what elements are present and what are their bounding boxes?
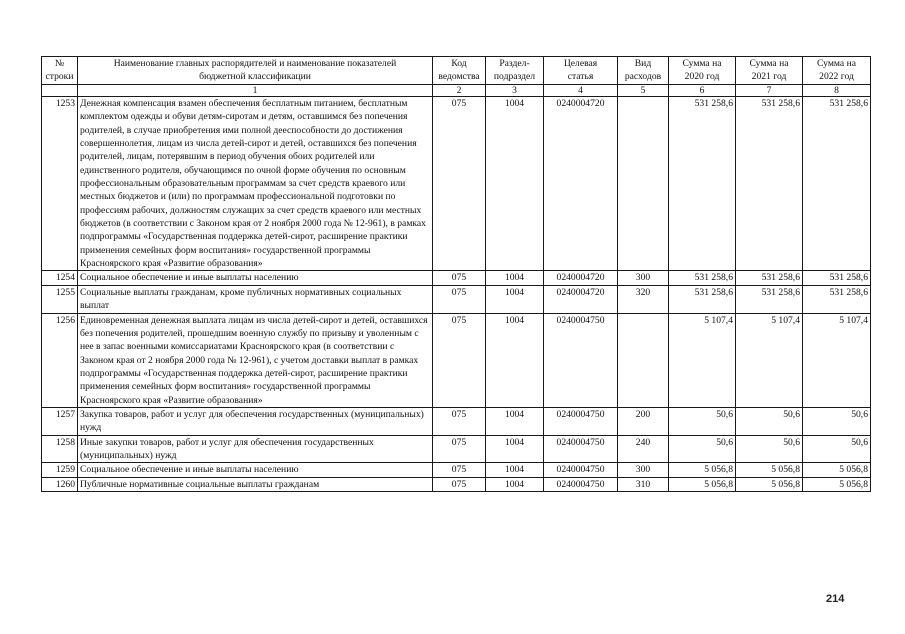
row-section: 1004 bbox=[486, 477, 544, 491]
row-dept-code: 075 bbox=[433, 271, 486, 285]
header-sum-2020: Сумма на 2020 год bbox=[669, 57, 736, 85]
table-header-row bbox=[42, 57, 871, 85]
row-dept-code: 075 bbox=[433, 285, 486, 313]
row-dept-code: 075 bbox=[433, 97, 486, 271]
header-row-number: № строки bbox=[42, 57, 78, 85]
column-number: 1 bbox=[78, 85, 433, 97]
page-number: 214 bbox=[826, 593, 845, 605]
column-number: 4 bbox=[544, 85, 618, 97]
row-sum-2021: 531 258,6 bbox=[736, 271, 803, 285]
row-number: 1254 bbox=[42, 271, 78, 285]
row-sum-2022: 531 258,6 bbox=[803, 285, 871, 313]
row-sum-2022: 5 056,8 bbox=[803, 463, 871, 477]
header-dept-code: Код ведомства bbox=[433, 57, 486, 85]
row-sum-2020: 5 056,8 bbox=[669, 477, 736, 491]
table-row bbox=[42, 407, 871, 435]
row-target-article: 0240004750 bbox=[544, 407, 618, 435]
row-sum-2022: 531 258,6 bbox=[803, 271, 871, 285]
row-sum-2021: 531 258,6 bbox=[736, 97, 803, 271]
row-dept-code: 075 bbox=[433, 407, 486, 435]
row-target-article: 0240004750 bbox=[544, 313, 618, 407]
row-number: 1253 bbox=[42, 97, 78, 271]
column-number bbox=[42, 85, 78, 97]
column-number: 6 bbox=[669, 85, 736, 97]
row-expense-type: 310 bbox=[618, 477, 669, 491]
table-row bbox=[42, 271, 871, 285]
row-section: 1004 bbox=[486, 313, 544, 407]
table-row bbox=[42, 313, 871, 407]
table-row bbox=[42, 435, 871, 463]
row-expense-type bbox=[618, 97, 669, 271]
row-name: Иные закупки товаров, работ и услуг для обеспечения государственных (муниципальных) нужд bbox=[78, 435, 433, 463]
row-number: 1255 bbox=[42, 285, 78, 313]
row-sum-2020: 50,6 bbox=[669, 435, 736, 463]
row-expense-type: 240 bbox=[618, 435, 669, 463]
header-sum-2022: Сумма на 2022 год bbox=[803, 57, 871, 85]
row-sum-2020: 50,6 bbox=[669, 407, 736, 435]
column-number-row bbox=[42, 85, 871, 97]
header-name: Наименование главных распорядителей и наименование показателей бюджетной классификации bbox=[78, 57, 433, 85]
row-name: Публичные нормативные социальные выплаты гражданам bbox=[78, 477, 433, 491]
row-sum-2022: 5 107,4 bbox=[803, 313, 871, 407]
row-name: Социальные выплаты гражданам, кроме публичных нормативных социальных выплат bbox=[78, 285, 433, 313]
row-target-article: 0240004750 bbox=[544, 477, 618, 491]
column-number: 5 bbox=[618, 85, 669, 97]
header-section: Раздел- подраздел bbox=[486, 57, 544, 85]
row-sum-2021: 5 107,4 bbox=[736, 313, 803, 407]
row-sum-2022: 50,6 bbox=[803, 435, 871, 463]
row-target-article: 0240004750 bbox=[544, 463, 618, 477]
row-target-article: 0240004750 bbox=[544, 435, 618, 463]
row-sum-2021: 5 056,8 bbox=[736, 477, 803, 491]
row-sum-2020: 5 056,8 bbox=[669, 463, 736, 477]
row-name: Единовременная денежная выплата лицам из числа детей-сирот и детей, оставшихся без попечения родителей, прошедшим военную службу по призыву и уволенным с нее в запас военными комиссариатами Красноярского края (в соответствии с Законом края от 2 ноября 2000 года № 12-961), с учетом доставки выплат в рамках подпрограммы «Государственная поддержка детей-сирот, расширение практики применения семейных форм воспитания» государственной программы Красноярского края «Развитие образования» bbox=[78, 313, 433, 407]
row-number: 1258 bbox=[42, 435, 78, 463]
row-dept-code: 075 bbox=[433, 313, 486, 407]
table-row bbox=[42, 285, 871, 313]
row-expense-type bbox=[618, 313, 669, 407]
row-section: 1004 bbox=[486, 407, 544, 435]
row-expense-type: 200 bbox=[618, 407, 669, 435]
row-sum-2021: 5 056,8 bbox=[736, 463, 803, 477]
header-expense-type: Вид расходов bbox=[618, 57, 669, 85]
column-number: 8 bbox=[803, 85, 871, 97]
row-dept-code: 075 bbox=[433, 435, 486, 463]
row-name: Социальное обеспечение и иные выплаты населению bbox=[78, 271, 433, 285]
row-target-article: 0240004720 bbox=[544, 97, 618, 271]
row-name: Денежная компенсация взамен обеспечения бесплатным питанием, бесплатным комплектом одежды и обуви детям-сиротам и детям, оставшимся без попечения родителей, в случае приобретения ими полной дееспособности до достижения совершеннолетия, лицам из числа детей-сирот и детей, оставшихся без попечения родителей, лицам, потерявшим в период обучения обоих родителей или единственного родителя, обучающимся по очной форме обучения по основным профессиональным образовательным программам за счет средств краевого или местных бюджетов и (или) по программам профессиональной подготовки по профессиям рабочих, должностям служащих за счет средств краевого или местных бюджетов (в соответствии с Законом края от 2 ноября 2000 года № 12-961), в рамках подпрограммы «Государственная поддержка детей-сирот, расширение практики применения семейных форм воспитания» государственной программы Красноярского края «Развитие образования» bbox=[78, 97, 433, 271]
budget-table bbox=[41, 56, 871, 492]
row-number: 1257 bbox=[42, 407, 78, 435]
row-number: 1256 bbox=[42, 313, 78, 407]
row-sum-2020: 531 258,6 bbox=[669, 271, 736, 285]
column-number: 3 bbox=[486, 85, 544, 97]
row-dept-code: 075 bbox=[433, 463, 486, 477]
row-sum-2020: 531 258,6 bbox=[669, 97, 736, 271]
row-expense-type: 300 bbox=[618, 271, 669, 285]
row-number: 1260 bbox=[42, 477, 78, 491]
row-sum-2020: 531 258,6 bbox=[669, 285, 736, 313]
row-name: Закупка товаров, работ и услуг для обеспечения государственных (муниципальных) нужд bbox=[78, 407, 433, 435]
row-section: 1004 bbox=[486, 435, 544, 463]
row-sum-2022: 531 258,6 bbox=[803, 97, 871, 271]
table-row bbox=[42, 463, 871, 477]
header-sum-2021: Сумма на 2021 год bbox=[736, 57, 803, 85]
row-target-article: 0240004720 bbox=[544, 285, 618, 313]
table-row bbox=[42, 477, 871, 491]
row-expense-type: 300 bbox=[618, 463, 669, 477]
header-target-article: Целевая статья bbox=[544, 57, 618, 85]
row-section: 1004 bbox=[486, 271, 544, 285]
row-section: 1004 bbox=[486, 97, 544, 271]
row-sum-2021: 50,6 bbox=[736, 435, 803, 463]
row-sum-2021: 50,6 bbox=[736, 407, 803, 435]
row-target-article: 0240004720 bbox=[544, 271, 618, 285]
row-name: Социальное обеспечение и иные выплаты населению bbox=[78, 463, 433, 477]
row-sum-2022: 5 056,8 bbox=[803, 477, 871, 491]
row-sum-2022: 50,6 bbox=[803, 407, 871, 435]
table-row bbox=[42, 97, 871, 271]
column-number: 2 bbox=[433, 85, 486, 97]
row-sum-2020: 5 107,4 bbox=[669, 313, 736, 407]
row-section: 1004 bbox=[486, 285, 544, 313]
column-number: 7 bbox=[736, 85, 803, 97]
row-expense-type: 320 bbox=[618, 285, 669, 313]
row-section: 1004 bbox=[486, 463, 544, 477]
row-sum-2021: 531 258,6 bbox=[736, 285, 803, 313]
row-number: 1259 bbox=[42, 463, 78, 477]
row-dept-code: 075 bbox=[433, 477, 486, 491]
